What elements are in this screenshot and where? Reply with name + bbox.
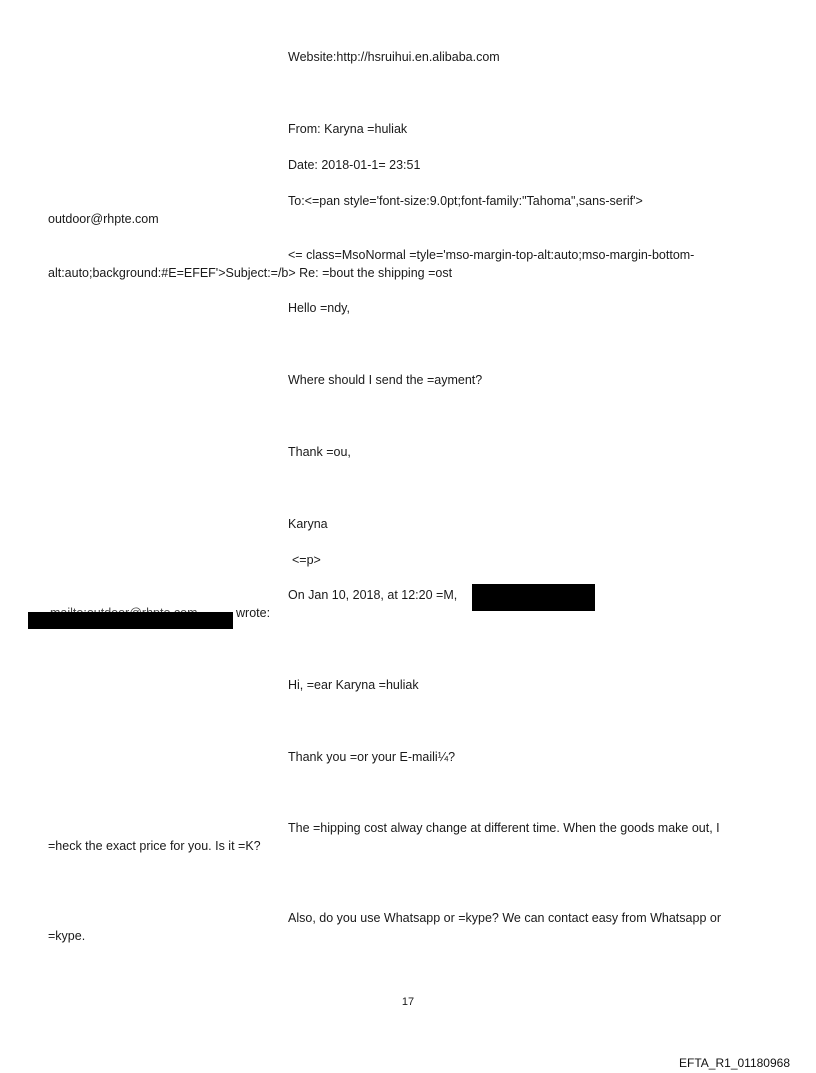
page-number: 17 (401, 996, 415, 1008)
subject-line-2: alt:auto;background:#E=EFEF'>Subject:=/b> Re: =bout the shipping =ost (48, 266, 453, 280)
payment-question: Where should I send the =ayment? (288, 373, 483, 387)
from-line: From: Karyna =huliak (288, 122, 408, 136)
reply-thanks: Thank you =or your E-maili¼? (288, 750, 456, 764)
quote-header-tail: wrote: (236, 606, 271, 620)
to-address: outdoor@rhpte.com (48, 212, 159, 226)
to-line: To:<=pan style='font-size:9.0pt;font-family:"Tahoma",sans-serif'> (288, 194, 643, 208)
reply-contact-line-2: =kype. (48, 929, 86, 943)
date-line: Date: 2018-01-1= 23:51 (288, 158, 421, 172)
reply-body-line-1: The =hipping cost alway change at different time. When the goods make out, I (288, 821, 720, 835)
redaction-bar (472, 584, 595, 611)
redaction-bar (28, 612, 233, 629)
p-tag-line: <=p> (292, 553, 321, 567)
subject-line-1: <= class=MsoNormal =tyle='mso-margin-top-alt:auto;mso-margin-bottom- (288, 248, 695, 262)
website-line: Website:http://hsruihui.en.alibaba.com (288, 50, 500, 64)
reply-body-line-2: =heck the exact price for you. Is it =K? (48, 839, 261, 853)
reply-contact-line-1: Also, do you use Whatsapp or =kype? We can contact easy from Whatsapp or (288, 911, 721, 925)
thanks-line: Thank =ou, (288, 445, 351, 459)
signature: Karyna (288, 517, 328, 531)
quote-header: On Jan 10, 2018, at 12:20 =M, (288, 588, 458, 602)
reply-greeting: Hi, =ear Karyna =huliak (288, 678, 419, 692)
document-id-stamp: EFTA_R1_01180968 (679, 1056, 790, 1070)
greeting: Hello =ndy, (288, 301, 350, 315)
